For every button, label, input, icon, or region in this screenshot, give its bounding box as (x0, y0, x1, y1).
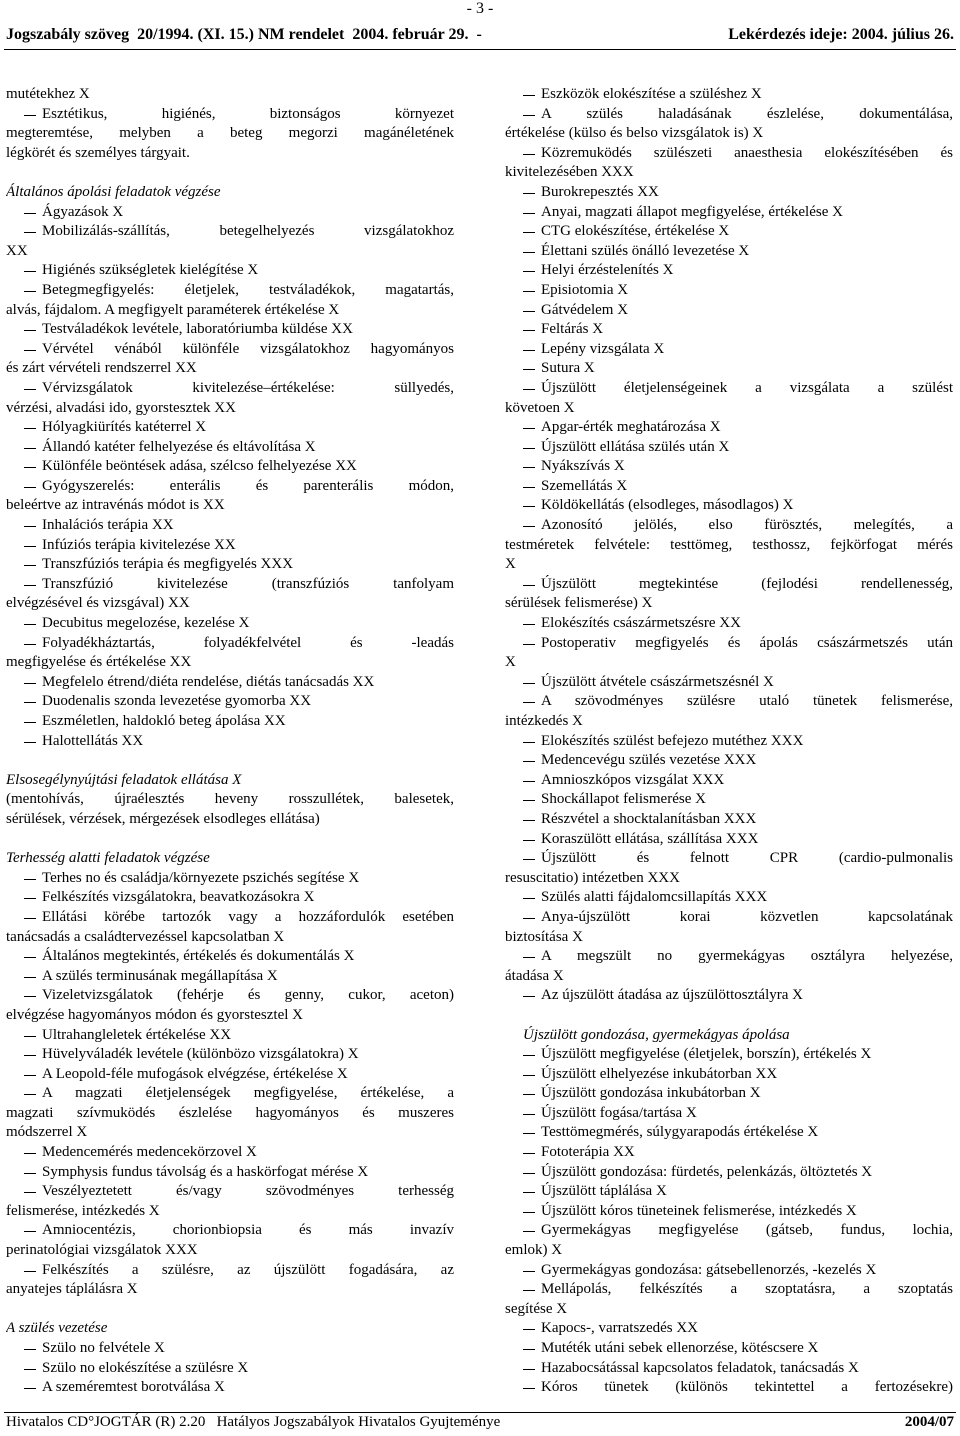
list-item: A magzati életjelenségek megfigyelése, értékelése, a (6, 1084, 454, 1104)
list-item: Fototerápia XX (505, 1143, 953, 1163)
text-line: követoen X (505, 399, 575, 416)
list-item: Testtömegmérés, súlygyarapodás értékelése X (505, 1123, 953, 1143)
list-item: Újszülött életjelenségeinek a vizsgálata a szülést (505, 379, 953, 399)
text-line: módszerrel X (6, 1124, 88, 1141)
page-header (6, 26, 954, 48)
list-item: A szülés terminusának megállapítása X (6, 967, 454, 987)
text-line: vérzési, alvadási ido, gyorstesztek XX (6, 399, 236, 416)
list-item: A szülés haladásának észlelése, dokumentálása, (505, 105, 953, 125)
list-item: Eszközök elokészítése a szüléshez X (505, 85, 953, 105)
list-item: Betegmegfigyelés: életjelek, testváladékok, magatartás, (6, 281, 454, 301)
list-item: Mellápolás, felkészítés a szoptatásra, a szoptatás (505, 1280, 953, 1300)
list-item: Duodenalis szonda levezetése gyomorba XX (6, 692, 454, 712)
list-item: Újszülött gondozása: fürdetés, pelenkázás, öltöztetés X (505, 1163, 953, 1183)
list-item: Közremuködés szülészeti anaesthesia elokészítésében és (505, 144, 953, 164)
list-item: Kóros tünetek (különös tekintettel a fertozésekre) (505, 1378, 953, 1398)
list-item: Újszülött kóros tüneteinek felismerése, intézkedés X (505, 1202, 953, 1222)
list-item: Burokrepesztés XX (505, 183, 953, 203)
blank-line (6, 751, 454, 771)
text-line: tanácsadás a családtervezéssel kapcsolatban X (6, 928, 285, 945)
page-footer (6, 1414, 954, 1434)
list-item: Medencemérés medencekörzovel X (6, 1143, 454, 1163)
text-line: értékelése (külso és belso vizsgálatok is) X (505, 125, 764, 142)
section-heading: A szülés vezetése (6, 1320, 108, 1337)
section-heading: Elsosegélynyújtási feladatok ellátása X (6, 771, 242, 788)
list-item: Nyákszívás X (505, 457, 953, 477)
list-item: Állandó katéter felhelyezése és eltávolítása X (6, 438, 454, 458)
blank-line (6, 830, 454, 850)
list-item: Újszülött gondozása inkubátorban X (505, 1084, 953, 1104)
list-item: Általános megtekintés, értékelés és dokumentálás X (6, 947, 454, 967)
footer-right-text: 2004/07 (904, 1414, 954, 1430)
list-item: Vérvétel vénából különféle vizsgálatokhoz hagyományos (6, 340, 454, 360)
list-item: A megszült no gyermekágyas osztályra helyezése, (505, 947, 953, 967)
list-item: Újszülött elhelyezése inkubátorban XX (505, 1065, 953, 1085)
list-item: Vérvizsgálatok kivitelezése–értékelése: süllyedés, (6, 379, 454, 399)
text-line: megfigyelése és értékelése XX (6, 654, 192, 671)
list-item: Apgar-érték meghatározása X (505, 418, 953, 438)
header-right-text: Lekérdezés ideje: 2004. július 26. (728, 26, 954, 43)
list-item: Elokészítés szülést befejezo mutéthez XXX (505, 732, 953, 752)
list-item: Élettani szülés önálló levezetése X (505, 242, 953, 262)
list-item: Ultrahangleletek értékelése XX (6, 1026, 454, 1046)
list-item: Újszülött átvétele császármetszésnél X (505, 673, 953, 693)
list-item: Higiénés szükségletek kielégítése X (6, 261, 454, 281)
list-item: Testváladékok levétele, laboratóriumba küldése XX (6, 320, 454, 340)
list-item: Inhalációs terápia XX (6, 516, 454, 536)
list-item: Szemellátás X (505, 477, 953, 497)
list-item: Újszülött és felnott CPR (cardio-pulmonalis (505, 849, 953, 869)
header-rule (4, 49, 956, 50)
text-line: elvégzésével és vizsgával) XX (6, 595, 190, 612)
left-column (6, 85, 454, 1398)
page-number: - 3 - (466, 0, 494, 17)
text-line: légkörét és személyes tárgyait. (6, 144, 190, 161)
text-line: sérülések felismerése) X (505, 595, 653, 612)
right-column (505, 85, 953, 1398)
text-line: alvás, fájdalom. A megfigyelt paraméterek értékelése X (6, 301, 340, 318)
list-item: Folyadékháztartás, folyadékfelvétel és -leadás (6, 634, 454, 654)
text-line: mutétekhez X (6, 86, 90, 102)
text-line: XX (6, 242, 28, 259)
list-item: Infúziós terápia kivitelezése XX (6, 536, 454, 556)
blank-line (6, 163, 454, 183)
list-item: Hüvelyváladék levétele (különbözo vizsgálatokra) X (6, 1045, 454, 1065)
list-item: Vizeletvizsgálatok (fehérje és genny, cukor, aceton) (6, 986, 454, 1006)
list-item: Amniocentézis, chorionbiopsia és más invazív (6, 1221, 454, 1241)
list-item: Decubitus megelozése, kezelése X (6, 614, 454, 634)
list-item: CTG elokészítése, értékelése X (505, 222, 953, 242)
list-item: Köldökellátás (elsodleges, másodlagos) X (505, 496, 953, 516)
blank-line (505, 1006, 953, 1026)
text-line: kivitelezésében XXX (505, 164, 634, 181)
section-heading: Újszülött gondozása, gyermekágyas ápolása (523, 1026, 790, 1043)
text-line: testméretek felvétele: testtömeg, testhossz, fejkörfogat mérés (505, 536, 953, 553)
text-line: elvégzése hagyományos módon és gyorstesztel X (6, 1006, 304, 1023)
list-item: Anya-újszülött korai közvetlen kapcsolatának (505, 908, 953, 928)
list-item: Elokészítés császármetszésre XX (505, 614, 953, 634)
text-line: magzati szívmuködés észlelése hagyományos és muszeres (6, 1104, 454, 1121)
list-item: Anyai, magzati állapot megfigyelése, értékelése X (505, 203, 953, 223)
list-item: Gyermekágyas megfigyelése (gátseb, fundus, lochia, (505, 1221, 953, 1241)
list-item: Azonosító jelölés, elso fürösztés, melegítés, a (505, 516, 953, 536)
list-item: Megfelelo étrend/diéta rendelése, diétás tanácsadás XX (6, 673, 454, 693)
text-line: (mentohívás, újraélesztés heveny rosszullétek, balesetek, (6, 791, 454, 808)
list-item: Lepény vizsgálata X (505, 340, 953, 360)
list-item: Feltárás X (505, 320, 953, 340)
list-item: Veszélyeztetett és/vagy szövodményes terhesség (6, 1182, 454, 1202)
list-item: Medencevégu szülés vezetése XXX (505, 751, 953, 771)
list-item: Transzfúzió kivitelezése (transzfúziós tanfolyam (6, 575, 454, 595)
list-item: Szülés alatti fájdalomcsillapítás XXX (505, 888, 953, 908)
text-line: beleértve az intravénás módot is XX (6, 497, 225, 514)
list-item: Terhes no és családja/környezete pszichés segítése X (6, 869, 454, 889)
header-left-text: Jogszabály szöveg 20/1994. (XI. 15.) NM rendelet 2004. február 29. - (6, 26, 482, 43)
text-line: perinatológiai vizsgálatok XXX (6, 1242, 198, 1259)
text-line: segítése X (505, 1300, 568, 1317)
list-item: Hazabocsátással kapcsolatos feladatok, tanácsadás X (505, 1359, 953, 1379)
list-item: Újszülött táplálása X (505, 1182, 953, 1202)
list-item: A szövodményes szülésre utaló tünetek felismerése, (505, 692, 953, 712)
list-item: Ágyazások X (6, 203, 454, 223)
footer-rule (4, 1412, 956, 1413)
footer-left-text: Hivatalos CD°JOGTÁR (R) 2.20 Hatályos Jogszabályok Hivatalos Gyujteménye (6, 1414, 501, 1430)
list-item: Mutéték utáni sebek ellenorzése, kötéscsere X (505, 1339, 953, 1359)
list-item: Symphysis fundus távolság és a haskörfogat mérése X (6, 1163, 454, 1183)
list-item: Shockállapot felismerése X (505, 790, 953, 810)
text-line: biztosítása X (505, 928, 583, 945)
list-item: Eszméletlen, haldokló beteg ápolása XX (6, 712, 454, 732)
list-item: Esztétikus, higiénés, biztonságos környezet (6, 105, 454, 125)
list-item: Felkészítés vizsgálatokra, beavatkozásokra X (6, 888, 454, 908)
text-line: X (505, 556, 516, 573)
text-line: megteremtése, melyben a beteg megorzi magánéletének (6, 125, 454, 142)
list-item: Postoperativ megfigyelés és ápolás császármetszés után (505, 634, 953, 654)
list-item: Koraszülött ellátása, szállítása XXX (505, 830, 953, 850)
list-item: Sutura X (505, 359, 953, 379)
list-item: Kapocs-, varratszedés XX (505, 1319, 953, 1339)
list-item: Hólyagkiürítés katéterrel X (6, 418, 454, 438)
list-item: Részvétel a shocktalanításban XXX (505, 810, 953, 830)
text-line: emlok) X (505, 1242, 563, 1259)
list-item: Amnioszkópos vizsgálat XXX (505, 771, 953, 791)
text-line: és zárt vérvételi rendszerrel XX (6, 360, 197, 377)
list-item: Ellátási körébe tartozók vagy a hozzáfordulók esetében (6, 908, 454, 928)
section-heading: Terhesség alatti feladatok végzése (6, 850, 210, 867)
text-line: X (505, 654, 516, 671)
list-item: Transzfúziós terápia és megfigyelés XXX (6, 555, 454, 575)
list-item: Szülo no felvétele X (6, 1339, 454, 1359)
list-item: A szeméremtest borotválása X (6, 1378, 454, 1398)
list-item: Szülo no elokészítése a szülésre X (6, 1359, 454, 1379)
text-line: átadása X (505, 967, 564, 984)
text-line: felismerése, intézkedés X (6, 1202, 160, 1219)
list-item: Újszülött megtekintése (fejlodési rendellenesség, (505, 575, 953, 595)
text-line: intézkedés X (505, 713, 583, 729)
list-item: Mobilizálás-szállítás, betegelhelyezés vizsgálatokhoz (6, 222, 454, 242)
list-item: Episiotomia X (505, 281, 953, 301)
blank-line (6, 1300, 454, 1320)
text-line: resuscitatio) intézetben XXX (505, 869, 680, 886)
list-item: Újszülött fogása/tartása X (505, 1104, 953, 1124)
list-item: Gyermekágyas gondozása: gátsebellenorzés, -kezelés X (505, 1261, 953, 1281)
list-item: Felkészítés a szülésre, az újszülött fogadására, az (6, 1261, 454, 1281)
list-item: Különféle beöntések adása, szélcso felhelyezése XX (6, 457, 454, 477)
list-item: Halottellátás XX (6, 732, 454, 752)
list-item: Helyi érzéstelenítés X (505, 261, 953, 281)
list-item: Az újszülött átadása az újszülöttosztályra X (505, 986, 953, 1006)
list-item: A Leopold-féle mufogások elvégzése, értékelése X (6, 1065, 454, 1085)
list-item: Újszülött megfigyelése (életjelek, borszín), értékelés X (505, 1045, 953, 1065)
section-heading: Általános ápolási feladatok végzése (6, 183, 221, 200)
list-item: Gyógyszerelés: enterális és parenterális módon, (6, 477, 454, 497)
text-line: anyatejes táplálásra X (6, 1281, 138, 1298)
list-item: Gátvédelem X (505, 301, 953, 321)
text-line: sérülések, vérzések, mérgezések elsodleges ellátása) (6, 810, 320, 827)
list-item: Újszülött ellátása szülés után X (505, 438, 953, 458)
